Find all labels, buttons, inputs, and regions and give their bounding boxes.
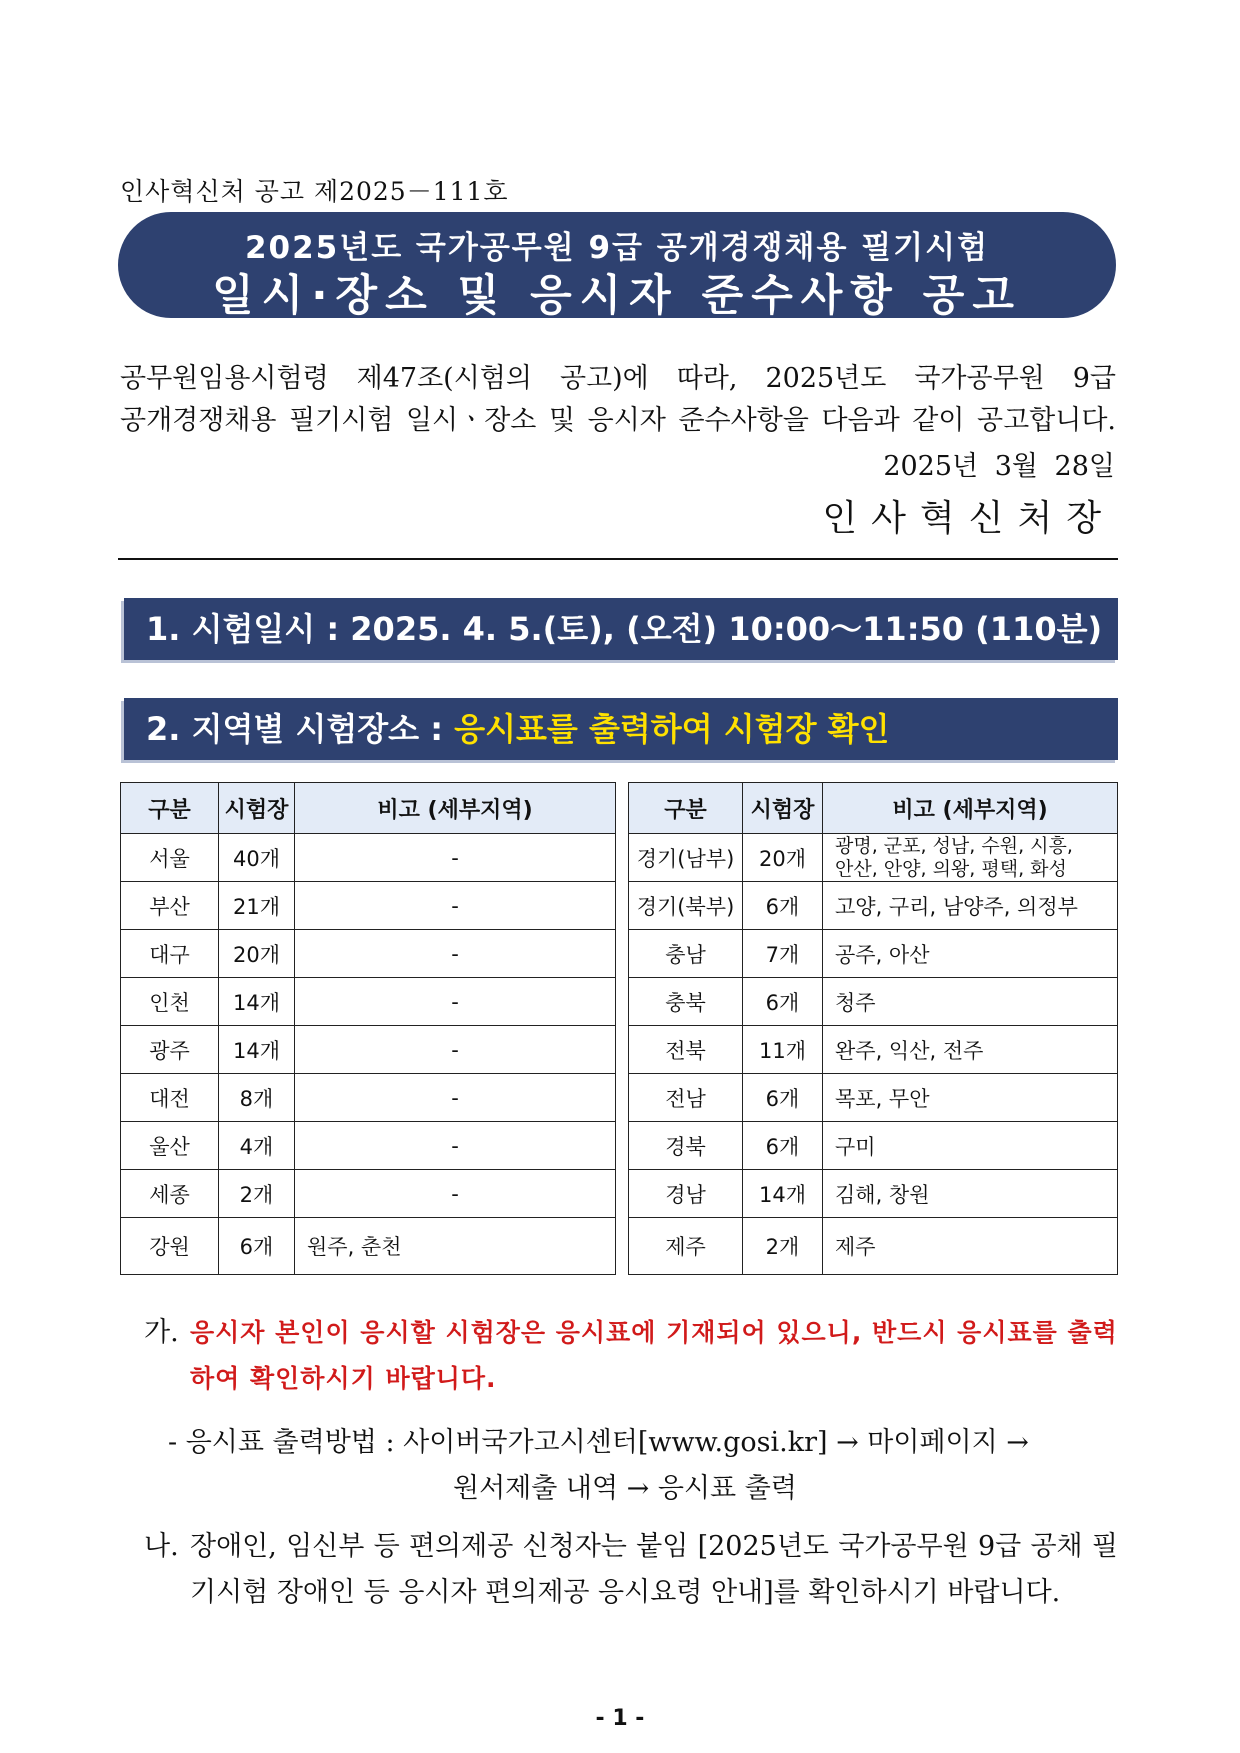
count-cell: 8개 (219, 1074, 295, 1122)
count-cell: 14개 (743, 1170, 823, 1218)
venue-table-left (120, 782, 616, 1275)
note-line: 안산, 안양, 의왕, 평택, 화성 (835, 857, 1067, 880)
table-row (121, 1074, 616, 1122)
header-venue-count: 시험장 (219, 783, 295, 834)
table-row (121, 1026, 616, 1074)
note-cell: - (295, 1122, 616, 1170)
table-row (629, 1218, 1118, 1275)
venue-table-right (628, 782, 1118, 1275)
count-cell: 14개 (219, 978, 295, 1026)
intro-line-2: 공개경쟁채용 필기시험 일시ㆍ장소 및 응시자 준수사항을 다음과 같이 공고합니다. (120, 405, 1116, 436)
count-cell: 7개 (743, 930, 823, 978)
note-cell: 구미 (823, 1122, 1118, 1170)
note-cell: 김해, 창원 (823, 1170, 1118, 1218)
region-cell: 부산 (121, 882, 219, 930)
section-venues-prefix: 2. 지역별 시험장소 : (146, 710, 455, 748)
count-cell: 6개 (743, 1122, 823, 1170)
notice-date: 2025년 3월 28일 (883, 451, 1115, 482)
table-row (121, 834, 616, 882)
region-cell: 전남 (629, 1074, 743, 1122)
notice-number: 인사혁신처 공고 제2025－111호 (120, 177, 509, 206)
header-region: 구분 (629, 783, 743, 834)
count-cell: 14개 (219, 1026, 295, 1074)
section-exam-venues (124, 698, 1118, 760)
note-cell (823, 834, 1118, 882)
header-venue-count: 시험장 (743, 783, 823, 834)
count-cell: 6개 (743, 978, 823, 1026)
note-cell: 완주, 익산, 전주 (823, 1026, 1118, 1074)
region-cell: 충남 (629, 930, 743, 978)
print-method-line-2: 원서제출 내역 → 응시표 출력 (453, 1473, 797, 1504)
region-cell: 광주 (121, 1026, 219, 1074)
count-cell: 6개 (743, 1074, 823, 1122)
title-line-2: 일시·장소 및 응시자 준수사항 공고 (212, 271, 1022, 321)
region-cell: 서울 (121, 834, 219, 882)
issuer-name: 인사혁신처장 (822, 498, 1115, 539)
count-cell: 20개 (219, 930, 295, 978)
table-row (629, 834, 1118, 882)
table-row (629, 882, 1118, 930)
table-header-row (629, 783, 1118, 834)
region-cell: 경북 (629, 1122, 743, 1170)
table-row (121, 1170, 616, 1218)
table-row (629, 1026, 1118, 1074)
table-row (121, 930, 616, 978)
count-cell: 20개 (743, 834, 823, 882)
print-method (144, 1420, 1118, 1512)
table-row (629, 1074, 1118, 1122)
table-row (121, 1122, 616, 1170)
section-exam-datetime: 1. 시험일시 : 2025. 4. 5.(토), (오전) 10:00～11:50 (110분) (124, 598, 1118, 660)
table-header-row (121, 783, 616, 834)
intro-line-1: 공무원임용시험령 제47조(시험의 공고)에 따라, 2025년도 국가공무원 9급 (120, 363, 1116, 394)
note-b-marker: 나. (144, 1531, 179, 1562)
region-cell: 강원 (121, 1218, 219, 1275)
region-cell: 경남 (629, 1170, 743, 1218)
table-row (629, 930, 1118, 978)
page-number: - 1 - (595, 1706, 645, 1731)
print-method-line-1: - 응시표 출력방법 : 사이버국가고시센터[www.gosi.kr] → 마이페이지 → (168, 1427, 1029, 1458)
note-cell: - (295, 1170, 616, 1218)
region-cell: 세종 (121, 1170, 219, 1218)
region-cell: 제주 (629, 1218, 743, 1275)
note-cell: - (295, 834, 616, 882)
section-venues-highlight: 응시표를 출력하여 시험장 확인 (454, 710, 890, 748)
count-cell: 21개 (219, 882, 295, 930)
notes-section (144, 1310, 1118, 1616)
count-cell: 6개 (219, 1218, 295, 1275)
header-note: 비고 (세부지역) (823, 783, 1118, 834)
note-b-text: 장애인, 임신부 등 편의제공 신청자는 붙임 [2025년도 국가공무원 9급 공채 필기시험 장애인 등 응시자 편의제공 응시요령 안내]를 확인하시기 바랍니다. (190, 1531, 1118, 1608)
header-note: 비고 (세부지역) (295, 783, 616, 834)
note-cell: 고양, 구리, 남양주, 의정부 (823, 882, 1118, 930)
note-item-a (144, 1310, 1118, 1402)
region-cell: 인천 (121, 978, 219, 1026)
intro-paragraph (120, 358, 1116, 442)
note-cell: 공주, 아산 (823, 930, 1118, 978)
table-row (629, 978, 1118, 1026)
count-cell: 4개 (219, 1122, 295, 1170)
title-line-1: 2025년도 국가공무원 9급 공개경쟁채용 필기시험 (244, 230, 990, 266)
note-cell: - (295, 978, 616, 1026)
count-cell: 6개 (743, 882, 823, 930)
note-cell: - (295, 1074, 616, 1122)
table-row (629, 1170, 1118, 1218)
count-cell: 2개 (743, 1218, 823, 1275)
table-row (121, 1218, 616, 1275)
note-cell: 청주 (823, 978, 1118, 1026)
note-item-b (144, 1524, 1118, 1616)
count-cell: 40개 (219, 834, 295, 882)
region-cell: 경기(북부) (629, 882, 743, 930)
region-cell: 전북 (629, 1026, 743, 1074)
region-cell: 울산 (121, 1122, 219, 1170)
header-region: 구분 (121, 783, 219, 834)
count-cell: 2개 (219, 1170, 295, 1218)
note-cell: 제주 (823, 1218, 1118, 1275)
notice-title-banner (118, 212, 1116, 321)
region-cell: 대전 (121, 1074, 219, 1122)
table-row (629, 1122, 1118, 1170)
note-a-marker: 가. (144, 1317, 179, 1348)
note-line: 광명, 군포, 성남, 수원, 시흥, (835, 834, 1073, 857)
table-row (121, 978, 616, 1026)
region-cell: 충북 (629, 978, 743, 1026)
note-cell: - (295, 1026, 616, 1074)
note-a-text: 응시자 본인이 응시할 시험장은 응시표에 기재되어 있으니, 반드시 응시표를 출력하여 확인하시기 바랍니다. (190, 1318, 1118, 1393)
divider-line (118, 558, 1118, 560)
note-cell: - (295, 930, 616, 978)
table-row (121, 882, 616, 930)
note-cell: 원주, 춘천 (295, 1218, 616, 1275)
region-cell: 경기(남부) (629, 834, 743, 882)
count-cell: 11개 (743, 1026, 823, 1074)
note-cell: 목포, 무안 (823, 1074, 1118, 1122)
region-cell: 대구 (121, 930, 219, 978)
note-cell: - (295, 882, 616, 930)
